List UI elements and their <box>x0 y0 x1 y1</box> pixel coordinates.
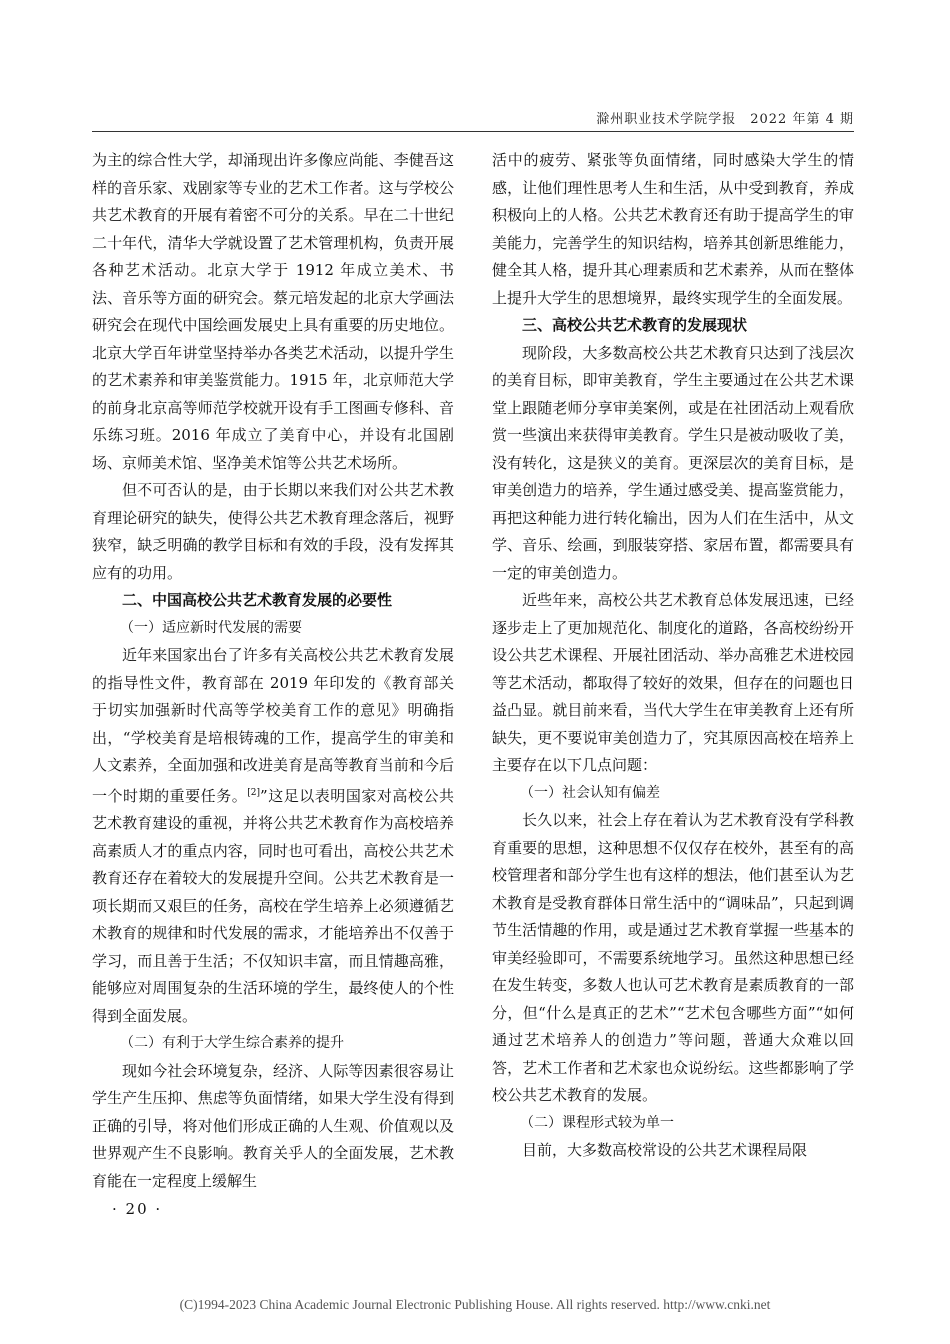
paragraph-text: 近年来国家出台了许多有关高校公共艺术教育发展的指导性文件，教育部在 2019 年印发的《教育部关于切实加强新时代高等学校美育工作的意见》明确指出，“学校美育是培根铸魂的工作，提高学生的审美和人文素养，全面加强和改进美育是高等教育当前和今后一个时期的重要任务。 <box>92 646 454 805</box>
paragraph: 现如今社会环境复杂，经济、人际等因素很容易让学生产生压抑、焦虑等负面情绪，如果大学生没有得到正确的引导，将对他们形成正确的人生观、价值观以及世界观产生不良影响。教育关乎人的全面发展，艺术教育能在一定程度上缓解生 <box>92 1061 454 1190</box>
reference-marker[interactable]: [2] <box>247 787 261 798</box>
page-number: · 20 · <box>112 1200 163 1218</box>
subsection-heading: （二）有利于大学生综合素养的提升 <box>120 1035 344 1051</box>
paragraph: 目前，大多数高校常设的公共艺术课程局限 <box>522 1141 808 1159</box>
issue-label: 2022 年第 4 期 <box>750 112 854 127</box>
paragraph: 长久以来，社会上存在着认为艺术教育没有学科教育重要的思想，这种思想不仅仅存在校外，甚至有的高校管理者和部分学生也有这样的想法，他们甚至认为艺术教育是受教育群体日常生活中的“调味品”，只起到调节生活情趣的作用，或是通过艺术教育掌握一些基本的审美经验即可，不需要系统地学习。虽然这种思想已经在发生转变，多数人也认可艺术教育是素质教育的一部分，但“什么是真正的艺术”“艺术包含哪些方面”“如何通过艺术培养人的创造力”等问题，普通大众难以回答，艺术工作者和艺术家也众说纷纭。这些都影响了学校公共艺术教育的发展。 <box>492 811 854 1104</box>
left-column <box>92 147 454 1195</box>
paragraph: 活中的疲劳、紧张等负面情绪，同时感染大学生的情感，让他们理性思考人生和生活，从中受到教育，养成积极向上的人格。公共艺术教育还有助于提高学生的审美能力，完善学生的知识结构，培养其创新思维能力，健全其人格，提升其心理素质和艺术素养，从而在整体上提升大学生的思想境界，最终实现学生的全面发展。 <box>492 151 854 307</box>
subsection-heading: （一）社会认知有偏差 <box>520 784 660 801</box>
paragraph: 现阶段，大多数高校公共艺术教育只达到了浅层次的美育目标，即审美教育，学生主要通过在公共艺术课堂上跟随老师分享审美案例，或是在社团活动上观看欣赏一些演出来获得审美教育。学生只是被动吸收了美，没有转化，这是狭义的美育。更深层次的美育目标，是审美创造力的培养，学生通过感受美、提高鉴赏能力，再把这种能力进行转化输出，因为人们在生活中，从文学、音乐、绘画，到服装穿搭、家居布置，都需要具有一定的审美创造力。 <box>492 343 854 582</box>
section-heading: 二、中国高校公共艺术教育发展的必要性 <box>122 591 393 609</box>
header-rule <box>92 131 854 132</box>
subsection-heading: （二）课程形式较为单一 <box>520 1114 674 1131</box>
paragraph: 为主的综合性大学，却涌现出许多像应尚能、李健吾这样的音乐家、戏剧家等专业的艺术工作者。这与学校公共艺术教育的开展有着密不可分的关系。早在二十世纪二十年代，清华大学就设置了艺术管理机构，负责开展各种艺术活动。北京大学于 1912 年成立美术、书法、音乐等方面的研究会。蔡元培发起的北京大学画法研究会在现代中国绘画发展史上具有重要的历史地位。北京大学百年讲堂坚持举办各类艺术活动，以提升学生的艺术素养和审美鉴赏能力。1915 年，北京师范大学的前身北京高等师范学校就开设有手工图画专修科、音乐练习班。2016 年成立了美育中心，并设有北国剧场、京师美术馆、坚净美术馆等公共艺术场所。 <box>92 151 454 472</box>
subsection-heading: （一）适应新时代发展的需要 <box>120 619 302 636</box>
journal-title: 滁州职业技术学院学报 <box>596 112 737 127</box>
paragraph <box>92 642 454 1030</box>
paragraph: 但不可否认的是，由于长期以来我们对公共艺术教育理论研究的缺失，使得公共艺术教育理念落后，视野狭窄，缺乏明确的教学目标和有效的手段，没有发挥其应有的功用。 <box>92 481 454 582</box>
copyright-notice: (C)1994-2023 China Academic Journal Electronic Publishing House. All rights reserved. http://www.cnki.net <box>179 1297 771 1312</box>
section-heading: 三、高校公共艺术教育的发展现状 <box>522 316 748 334</box>
right-column <box>492 147 854 1165</box>
paragraph-text: ”这足以表明国家对高校公共艺术教育建设的重视，并将公共艺术教育作为高校培养高素质人才的重点内容，同时也可看出，高校公共艺术教育还存在着较大的发展提升空间。公共艺术教育是一项长期而又艰巨的任务，高校在学生培养上必须遵循艺术教育的规律和时代发展的需求，才能培养出不仅善于学习，而且善于生活；不仅知识丰富，而且情趣高雅，能够应对周围复杂的生活环境的学生，最终使人的个性得到全面发展。 <box>92 786 454 1025</box>
running-header <box>0 108 854 127</box>
paragraph: 近些年来，高校公共艺术教育总体发展迅速，已经逐步走上了更加规范化、制度化的道路，各高校纷纷开设公共艺术课程、开展社团活动、举办高雅艺术进校园等艺术活动，都取得了较好的效果，但存在的问题也日益凸显。就目前来看，当代大学生在审美教育上还有所缺失，更不要说审美创造力了，究其原因高校在培养上主要存在以下几点问题： <box>492 591 854 774</box>
